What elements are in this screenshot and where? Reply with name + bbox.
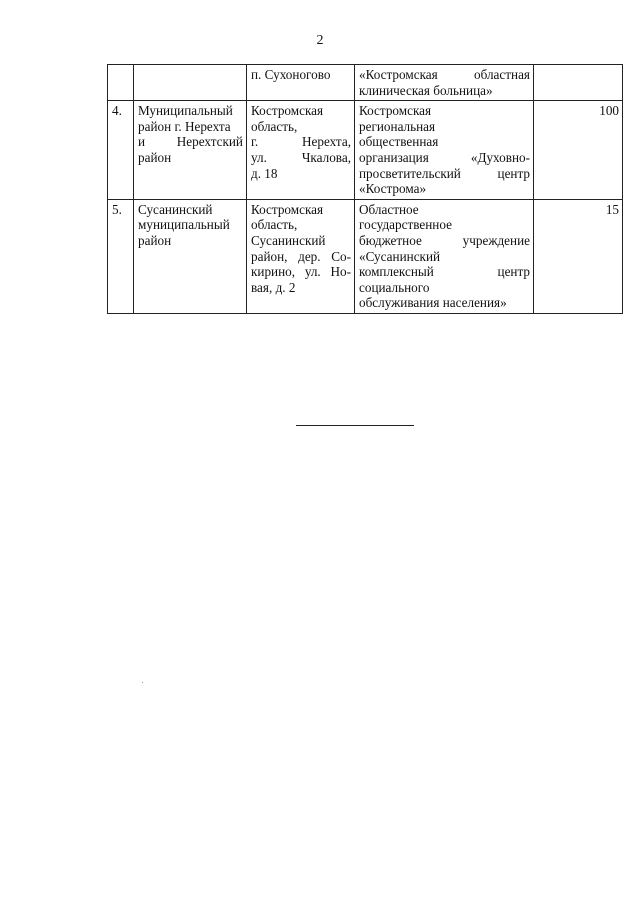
address-line: д. 18 [251,165,278,181]
address-line: Костромская [251,201,324,217]
address-line: ул. Чкалова, [251,149,351,165]
municipality-line: Муниципальный [138,103,233,119]
organization-line: клиническая больница» [359,82,493,98]
organization-line: региональная [359,118,436,134]
quantity-cell: 100 [534,101,623,200]
address-line: кирино, ул. Но- [251,264,351,280]
scan-dot [142,682,143,683]
institutions-table [107,64,623,314]
address-line: г. Нерехта, [251,134,351,150]
quantity-cell [534,65,623,101]
page-number: 2 [316,33,324,48]
row-number [108,65,134,101]
municipality-line: муниципальный [138,217,230,233]
table-row [108,65,623,101]
organization-line: «Костромская областная [359,67,530,82]
municipality-line: Сусанинский [138,201,213,217]
organization-line: общественная [359,134,439,150]
quantity-cell: 15 [534,199,623,313]
municipality-line: район [138,149,172,165]
organization-line: просветительский центр [359,165,530,181]
municipality-cell [134,65,247,101]
address-line: Сусанинский [251,232,326,248]
organization-line: организация «Духовно- [359,149,530,165]
organization-line: Костромская [359,103,432,119]
address-cell [247,101,355,200]
municipality-line: и Нерехтский [138,134,243,150]
table-row [108,101,623,200]
organization-cell [355,101,534,200]
organization-line: государственное [359,217,452,233]
row-number: 5. [108,199,134,313]
organization-cell [355,199,534,313]
organization-line: «Кострома» [359,181,427,197]
organization-cell [355,65,534,101]
closing-separator-line [296,425,414,426]
organization-line: Областное [359,201,419,217]
organization-line: обслуживания населения» [359,295,507,311]
organization-line: социального [359,279,430,295]
address-cell [247,65,355,101]
address-line: область, [251,118,298,134]
row-number: 4. [108,101,134,200]
municipality-cell [134,199,247,313]
organization-line: «Сусанинский [359,248,441,264]
organization-line: бюджетное учреждение [359,232,530,248]
organization-line: комплексный центр [359,264,530,280]
address-line: п. Сухоногово [251,67,331,82]
table-row [108,199,623,313]
municipality-cell [134,101,247,200]
address-line: район, дер. Со- [251,248,351,264]
address-line: вая, д. 2 [251,279,296,295]
address-line: Костромская [251,103,324,119]
municipality-line: район г. Нерехта [138,118,231,134]
address-line: область, [251,217,298,233]
municipality-line: район [138,232,172,248]
address-cell [247,199,355,313]
